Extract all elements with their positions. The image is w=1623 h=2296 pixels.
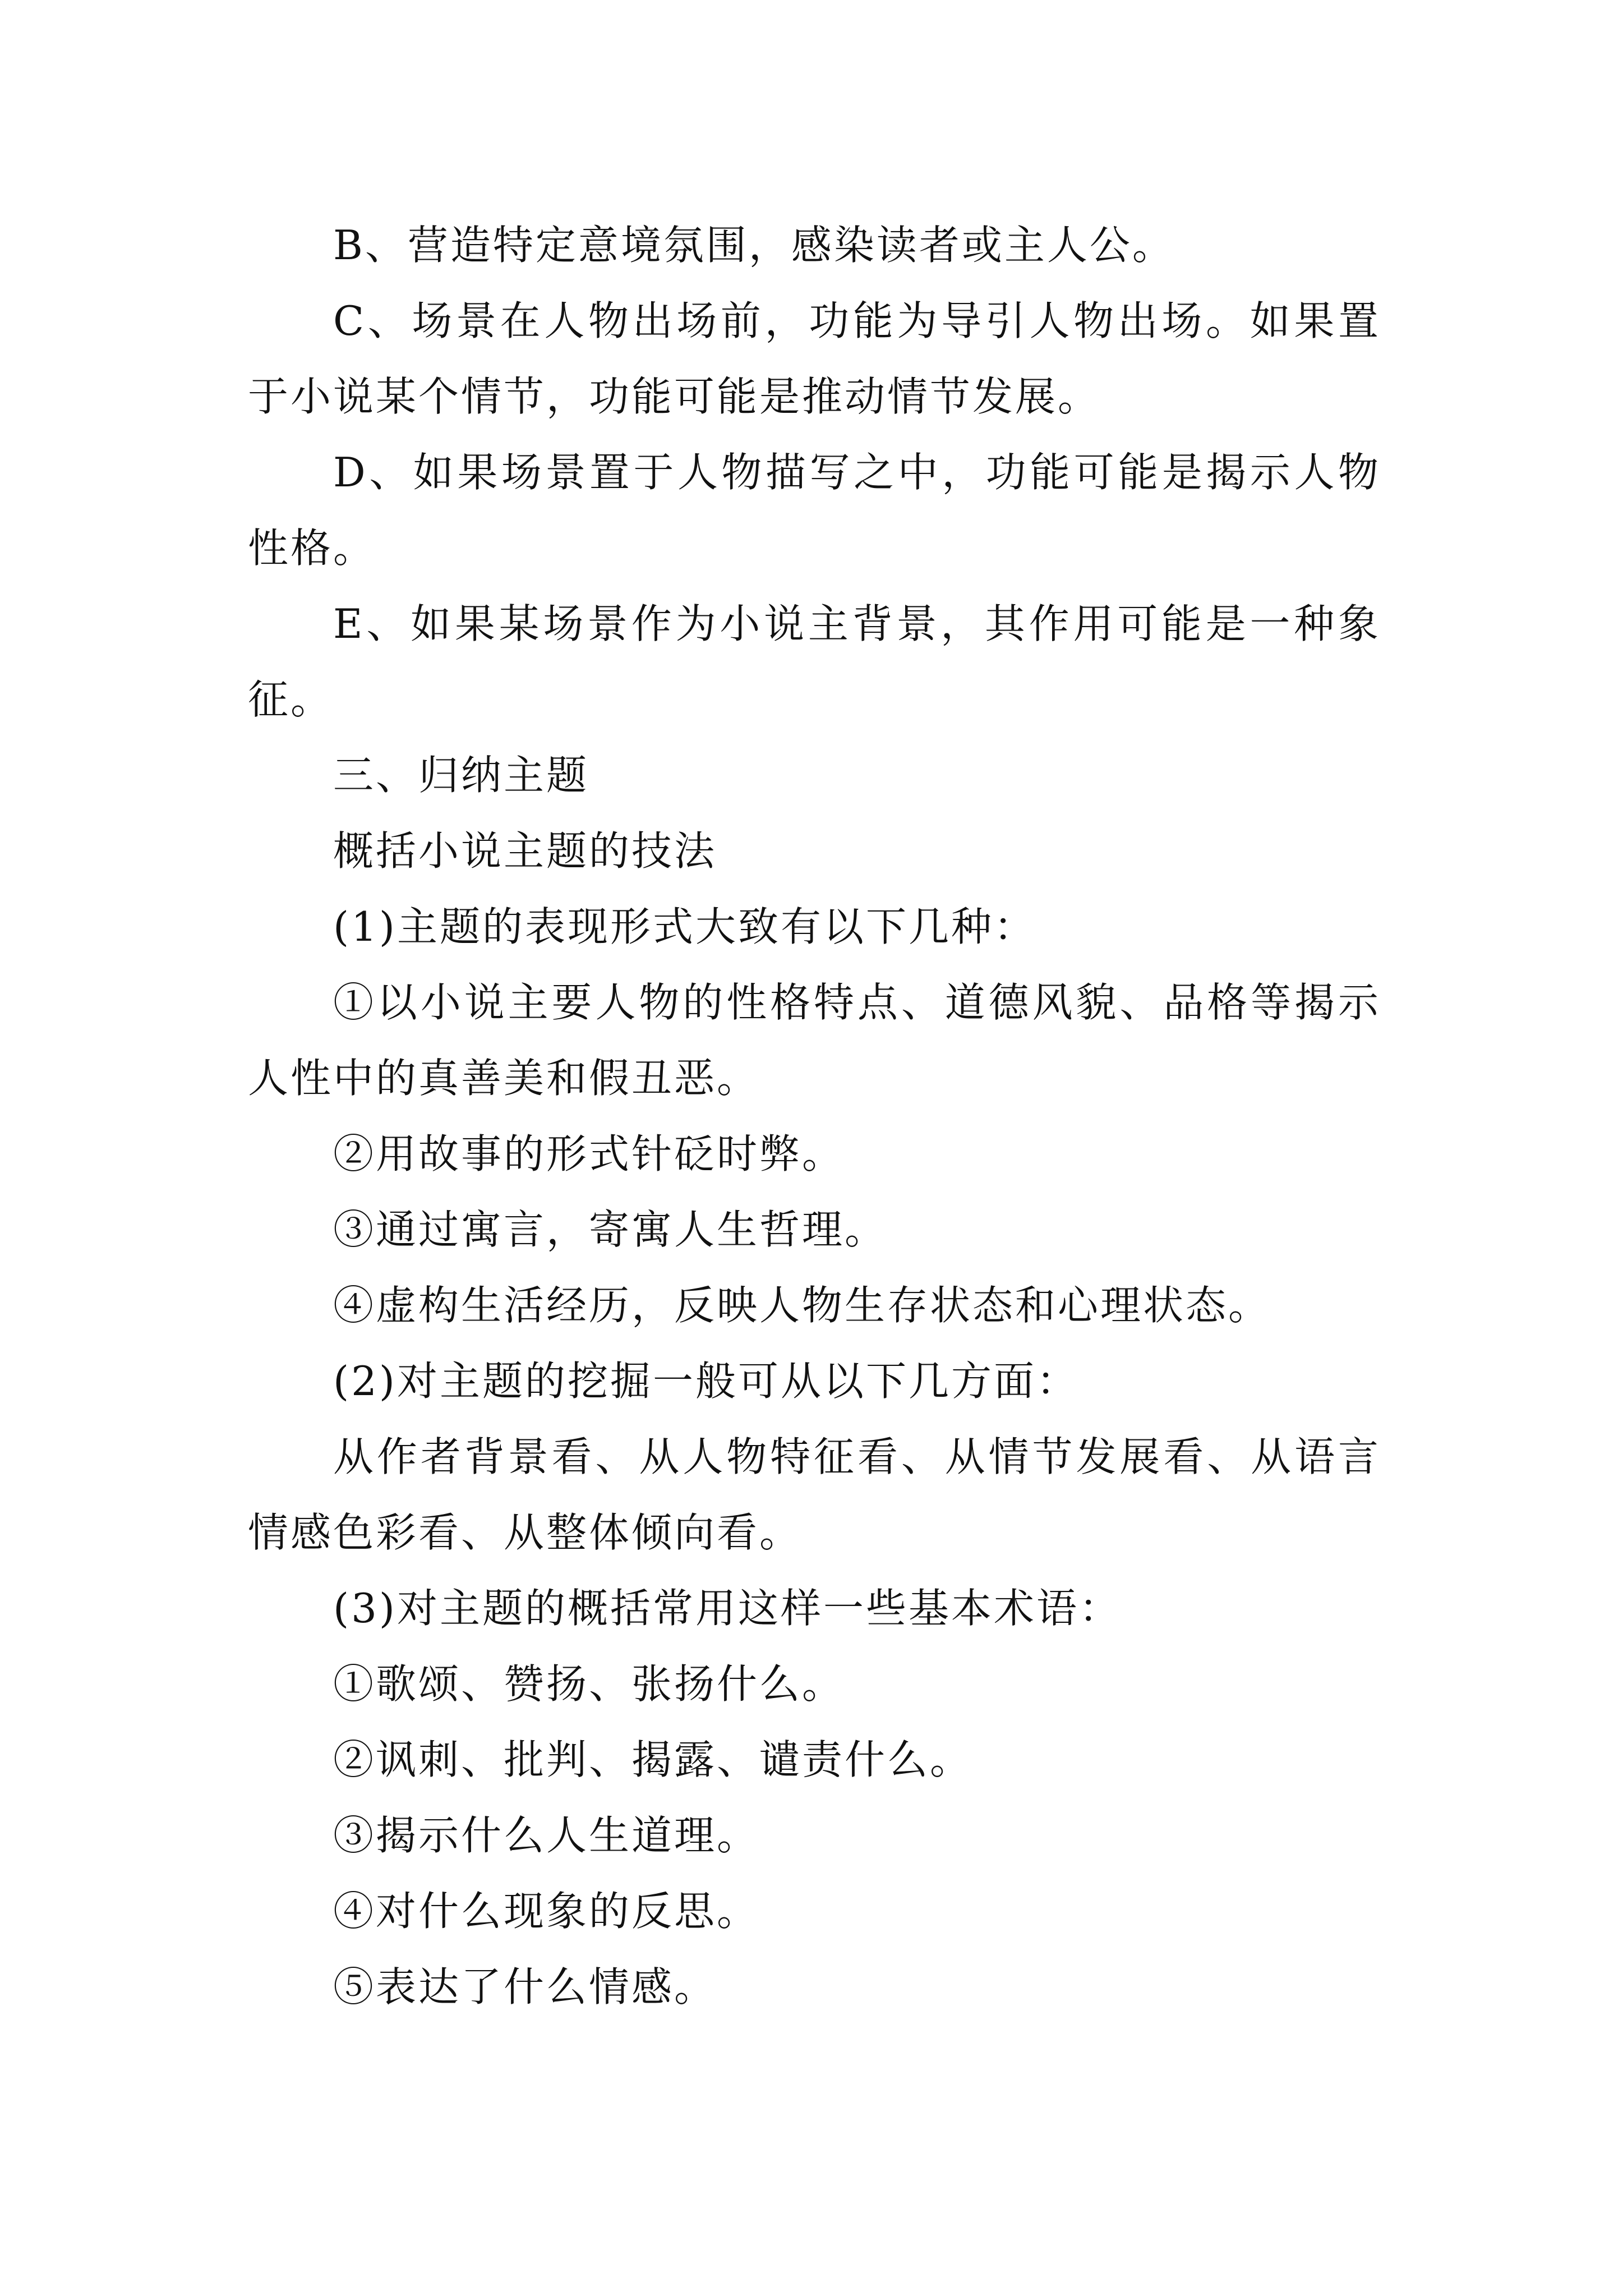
list-item-3-5: ⑤表达了什么情感。 [333, 1963, 717, 2010]
list-item-3-1: ①歌颂、赞扬、张扬什么。 [333, 1660, 845, 1708]
paragraph-point-2: (2)对主题的挖掘一般可从以下几方面： [333, 1358, 1079, 1405]
list-item-1-1: ①以小说主要人物的性格特点、道德风貌、品格等揭示人性中的真善美和假丑恶。 [248, 979, 1381, 1102]
paragraph-option-c: C、场景在人物出场前，功能为导引人物出场。如果置于小说某个情节，功能可能是推动情节发展。 [248, 297, 1381, 420]
body-text [248, 208, 1381, 2025]
paragraph-option-e: E、如果某场景作为小说主背景，其作用可能是一种象征。 [248, 600, 1381, 723]
list-item-3-2: ②讽刺、批判、揭露、谴责什么。 [333, 1736, 973, 1783]
list-item-1-3: ③通过寓言，寄寓人生哲理。 [333, 1206, 888, 1253]
paragraph-option-d: D、如果场景置于人物描写之中，功能可能是揭示人物性格。 [248, 449, 1381, 572]
subheading-theme-techniques: 概括小说主题的技法 [333, 827, 717, 875]
list-item-3-4: ④对什么现象的反思。 [333, 1888, 760, 1935]
section-heading-three: 三、归纳主题 [333, 752, 589, 799]
list-item-3-3: ③揭示什么人生道理。 [333, 1812, 760, 1859]
list-item-1-2: ②用故事的形式针砭时弊。 [333, 1130, 845, 1177]
paragraph-point-3: (3)对主题的概括常用这样一些基本术语： [333, 1585, 1122, 1632]
paragraph-point-2-detail: 从作者背景看、从人物特征看、从情节发展看、从语言情感色彩看、从整体倾向看。 [248, 1433, 1381, 1556]
list-item-1-4: ④虚构生活经历，反映人物生存状态和心理状态。 [333, 1282, 1271, 1329]
paragraph-option-b: B、营造特定意境氛围，感染读者或主人公。 [333, 222, 1175, 269]
paragraph-point-1: (1)主题的表现形式大致有以下几种： [333, 903, 1036, 950]
